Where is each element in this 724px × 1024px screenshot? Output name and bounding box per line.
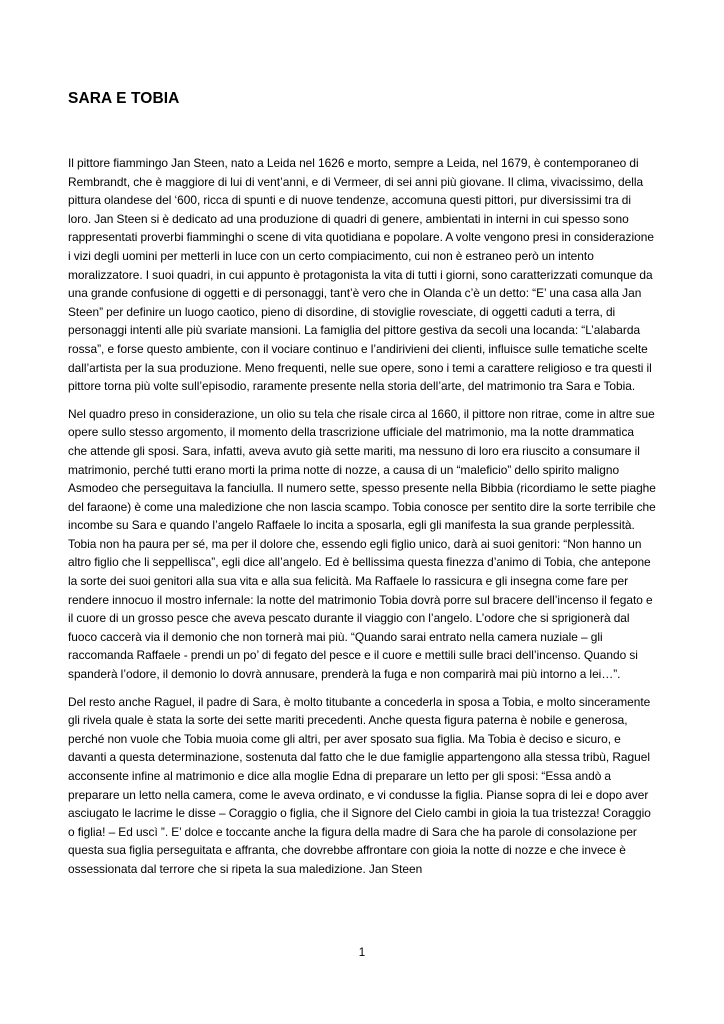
page-number: 1 <box>358 947 366 959</box>
paragraph-2: Nel quadro preso in considerazione, un olio su tela che risale circa al 1660, il pittore non ritrae, come in altre sue opere sullo stesso argomento, il momento della trascrizione ufficiale del matrimonio, ma la notte drammatica che attende gli sposi. Sara, infatti, aveva avuto già sette mariti, ma nessuno di loro era riuscito a consumare il matrimonio, perché tutti erano morti la prima notte di nozze, a causa di un “maleficio” dello spirito maligno Asmodeo che perseguitava la fanciulla. Il numero sette, spesso presente nella Bibbia (ricordiamo le sette piaghe del faraone) è come una maledizione che non lascia scampo. Tobia conosce per sentito dire la sorte terribile che incombe su Sara e quando l’angelo Raffaele lo incita a sposarla, egli gli manifesta la sua grande perplessità. Tobia non ha paura per sé, ma per il dolore che, essendo egli figlio unico, darà ai suoi genitori: “Non hanno un altro figlio che li seppellisca”, egli dice all’angelo. Ed è bellissima questa finezza d’animo di Tobia, che antepone la sorte dei suoi genitori alla sua vita e alla sua felicità. Ma Raffaele lo rassicura e gli insegna come fare per rendere innocuo il mostro infernale: la notte del matrimonio Tobia dovrà porre sul bracere dell’incenso il fegato e il cuore di un grosso pesce che aveva pescato durante il viaggio con l’angelo. L’odore che si sprigionerà dal fuoco caccerà via il demonio che non tornerà mai più. “Quando sarai entrato nella camera nuziale – gli raccomanda Raffaele - prendi un po’ di fegato del pesce e il cuore e mettili sulle braci dell’incenso. Quando si spanderà l’odore, il demonio lo dovrà annusare, prenderà la fuga e non comparirà mai più intorno a lei…”. <box>68 406 656 682</box>
paragraph-3: Del resto anche Raguel, il padre di Sara, è molto titubante a concederla in sposa a Tobia, e molto sinceramente gli rivela quale è stata la sorte dei sette mariti precedenti. Anche questa figura paterna è nobile e generosa, perché non vuole che Tobia muoia come gli altri, per aver sposato sua figlia. Ma Tobia è deciso e sicuro, e davanti a questa determinazione, sostenuta dal fatto che le due famiglie appartengono alla stessa tribù, Raguel acconsente infine al matrimonio e dice alla moglie Edna di preparare un letto per gli sposi: “Essa andò a preparare un letto nella camera, come le aveva ordinato, e vi condusse la figlia. Pianse sopra di lei e dopo aver asciugato le lacrime le disse – Coraggio o figlia, che il Signore del Cielo cambi in gioia la tua tristezza! Coraggio o figlia! – Ed uscì ”. E’ dolce e toccante anche la figura della madre di Sara che ha parole di consolazione per questa sua figlia perseguitata e affranta, che dovrebbe affrontare con gioia la notte di nozze e che invece è ossessionata dal terrore che si ripeta la sua maledizione. Jan Steen <box>68 694 651 876</box>
document-body <box>68 154 656 888</box>
paragraph-1: Il pittore fiammingo Jan Steen, nato a Leida nel 1626 e morto, sempre a Leida, nel 1679, è contemporaneo di Rembrandt, che è maggiore di lui di vent’anni, e di Vermeer, di sei anni più giovane. Il clima, vivacissimo, della pittura olandese del ‘600, ricca di spunti e di nuove tendenze, accomuna questi pittori, pur diversissimi tra di loro. Jan Steen si è dedicato ad una produzione di quadri di genere, ambientati in interni in cui spesso sono rappresentati proverbi fiamminghi o scene di vita quotidiana e popolare. A volte vengono presi in considerazione i vizi degli uomini per metterli in luce con un certo compiacimento, cui non è estraneo però un intento moralizzatore. I suoi quadri, in cui appunto è protagonista la vita di tutti i giorni, sono caratterizzati comunque da una grande confusione di oggetti e di personaggi, tant’è vero che in Olanda c’è un detto: “E’ una casa alla Jan Steen” per definire un luogo caotico, pieno di disordine, di stoviglie rovesciate, di oggetti caduti a terra, di personaggi intenti alle più svariate mansioni. La famiglia del pittore gestiva da secoli una locanda: “L’alabarda rossa”, e forse questo ambiente, con il vociare continuo e l’andirivieni dei clienti, influisce sulle tematiche scelte dall’artista per la sua produzione. Meno frequenti, nelle sue opere, sono i temi a carattere religioso e tra questi il pittore torna più volte sull’episodio, raramente presente nella storia dell’arte, del matrimonio tra Sara e Tobia. <box>68 156 654 394</box>
document-title: SARA E TOBIA <box>68 90 180 107</box>
